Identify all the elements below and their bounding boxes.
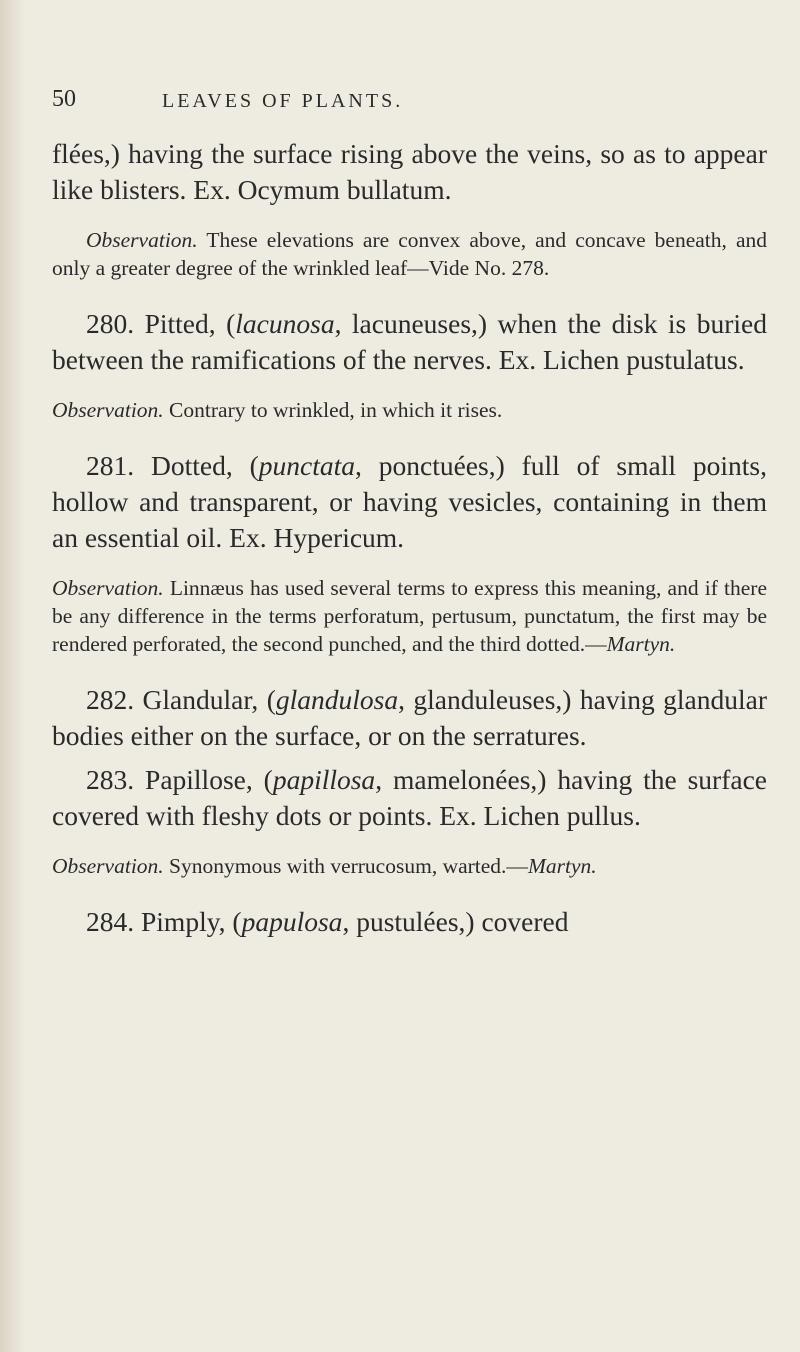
running-head: LEAVES OF PLANTS. <box>162 90 404 112</box>
observation-283 <box>52 852 767 880</box>
observation-278 <box>52 226 767 282</box>
page-text <box>52 136 767 940</box>
observation-label: Observation. <box>86 228 198 252</box>
entry-latin-term: papulosa <box>241 906 343 937</box>
observation-text: Synonymous with verrucosum, warted.— <box>163 854 528 878</box>
entry-280 <box>52 306 767 378</box>
entry-text: , glanduleuses,) having glandular bodies either on the surface, or on the serratures. <box>52 684 767 751</box>
entry-text: , ponctuées,) full of small points, hollow and transparent, or having vesicles, containing in them an essential oil. Ex. Hypericum. <box>52 450 767 553</box>
entry-284 <box>52 904 767 940</box>
entry-latin-term: glandulosa <box>275 684 399 715</box>
page-gutter-shadow <box>0 0 26 1352</box>
entry-latin-term: papillosa <box>272 764 376 795</box>
page-header <box>52 86 772 116</box>
observation-text: Linnæus has used several terms to express this meaning, and if there be any difference in the terms perforatum, pertusum, punctatum, the first may be rendered perforated, the second punched, and the third dotted.— <box>52 576 767 656</box>
observation-text: These elevations are convex above, and concave beneath, and only a greater degree of the wrinkled leaf—Vide No. 278. <box>52 228 767 280</box>
observation-author: Martyn. <box>527 854 597 878</box>
entry-text: flées,) having the surface rising above the veins, so as to appear like blisters. Ex. Ocymum bullatum. <box>52 138 767 205</box>
entry-lead: 283. Papillose, ( <box>86 764 273 795</box>
observation-280 <box>52 396 767 424</box>
entry-text: , pustulées,) covered <box>342 906 569 937</box>
page-number: 50 <box>52 86 76 112</box>
entry-282 <box>52 682 767 754</box>
observation-label: Observation. <box>52 576 164 600</box>
entry-lead: 280. Pitted, ( <box>86 308 236 339</box>
entry-latin-term: lacunosa <box>235 308 335 339</box>
observation-label: Observation. <box>52 398 164 422</box>
entry-281 <box>52 448 767 556</box>
observation-label: Observation. <box>52 854 164 878</box>
entry-text: , mamelonées,) having the surface covered with fleshy dots or points. Ex. Lichen pullus. <box>52 764 767 831</box>
entry-lead: 284. Pimply, ( <box>86 906 242 937</box>
entry-lead: 282. Glandular, ( <box>86 684 276 715</box>
entry-text: , lacuneuses,) when the disk is buried between the ramifications of the nerves. Ex. Lichen pustulatus. <box>52 308 767 375</box>
observation-author: Martyn. <box>606 632 676 656</box>
observation-281 <box>52 574 767 658</box>
entry-283 <box>52 762 767 834</box>
entry-latin-term: punctata <box>258 450 355 481</box>
entry-lead: 281. Dotted, ( <box>86 450 259 481</box>
observation-text: Contrary to wrinkled, in which it rises. <box>163 398 503 422</box>
entry-279-continuation <box>52 136 767 208</box>
